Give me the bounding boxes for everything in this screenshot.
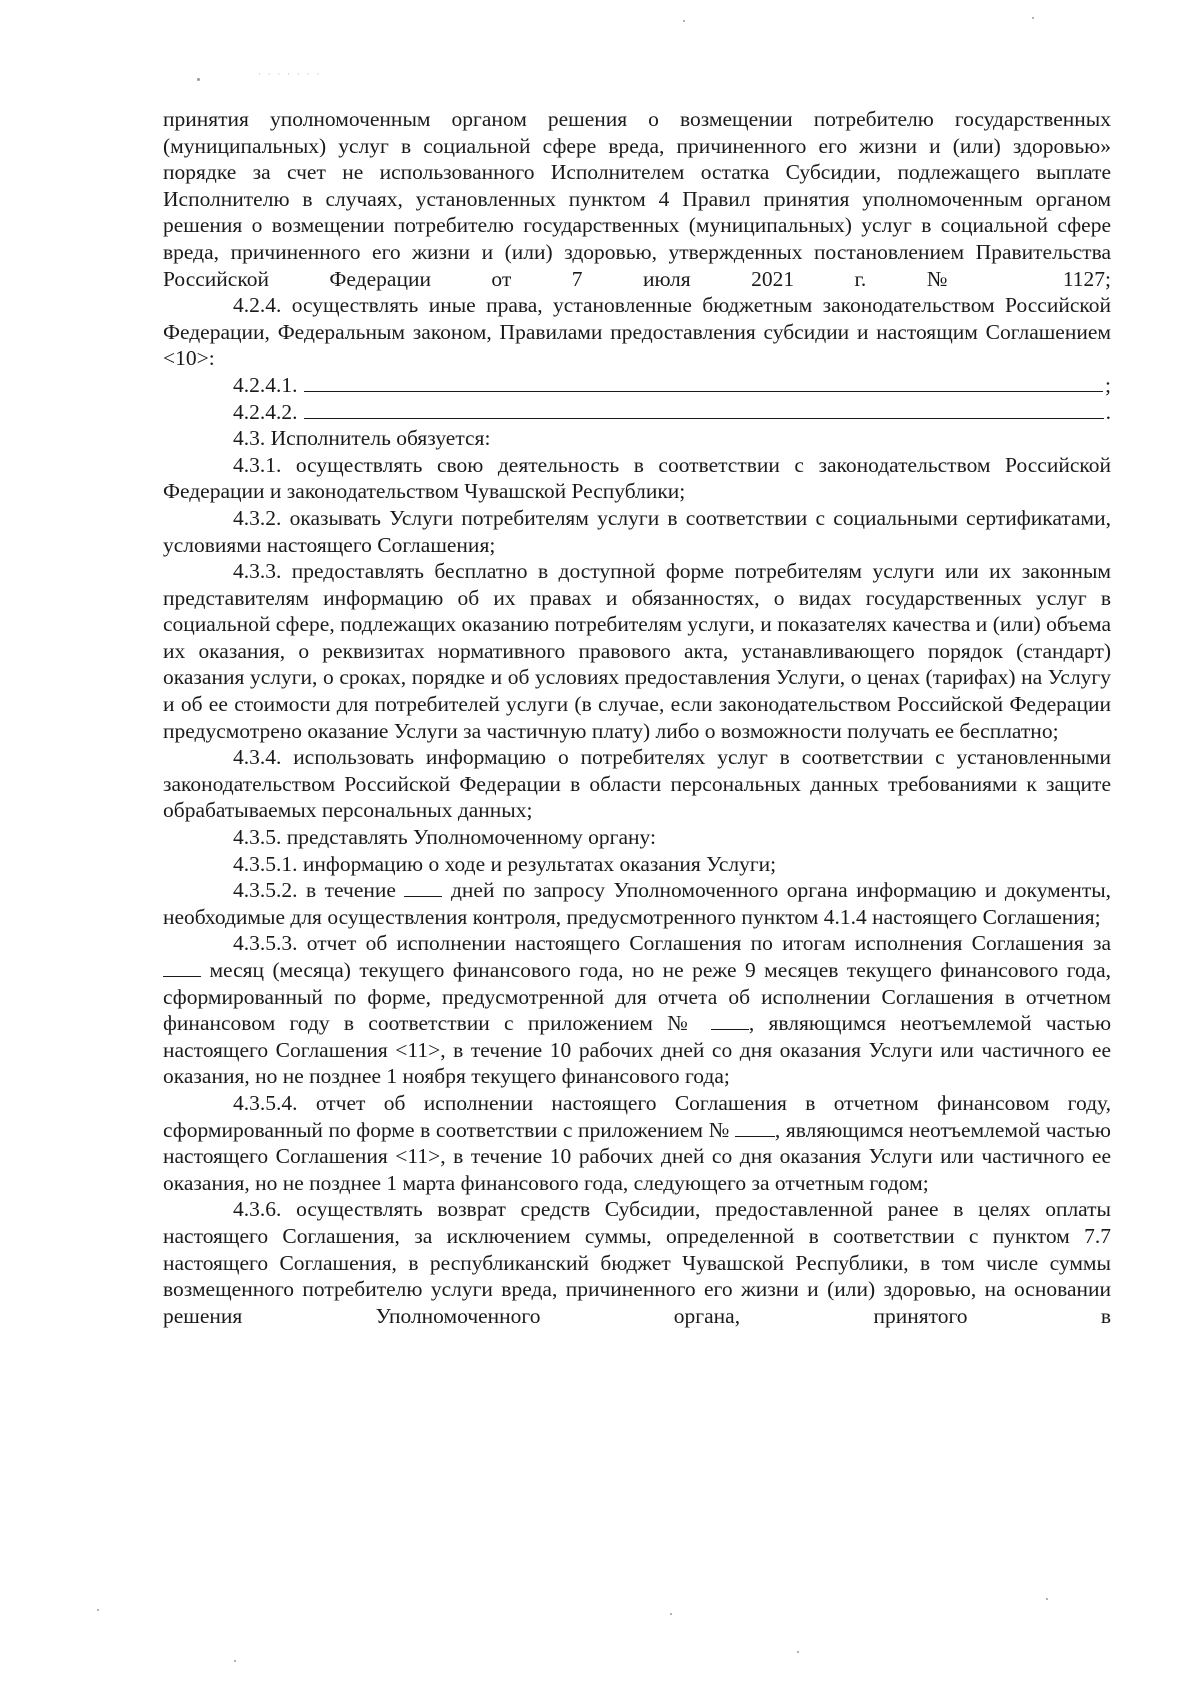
- paragraph-text: 4.3.5.3. отчет об исполнении настоящего Соглашения по итогам исполнения Соглашения за: [233, 931, 1111, 956]
- blank-fill-line: [304, 400, 1104, 419]
- paragraph-4-3-6: 4.3.6. осуществлять возврат средств Субсидии, предоставленной ранее в целях оплаты настоящего Соглашения, за исключением суммы, определенной в соответствии с пунктом 7.7 настоящего Соглашения, в республиканский бюджет Чувашской Республики, в том числе суммы возмещенного потребителю услуги вреда, причиненного его жизни и (или) здоровью, на основании решения Уполномоченного органа, принятого в: [163, 1197, 1111, 1328]
- blank-item-end: .: [1105, 399, 1111, 424]
- paragraph-4-2-4: 4.2.4. осуществлять иные права, установленные бюджетным законодательством Российской Федерации, Федеральным законом, Правилами предоставления субсидии и настоящим Соглашением <10>:: [163, 293, 1111, 371]
- blank-days: [404, 880, 442, 897]
- scan-speck: [797, 1651, 799, 1653]
- scan-speck: [1032, 17, 1034, 19]
- paragraph-4-3-2: 4.3.2. оказывать Услуги потребителям услуги в соответствии с социальными сертификатами, условиями настоящего Соглашения;: [163, 505, 1111, 557]
- paragraph-4-3-5-2: [163, 877, 1111, 930]
- paragraph-4-3: 4.3. Исполнитель обязуется:: [233, 426, 491, 451]
- paragraph-text: 4.3.5.2. в течение: [233, 878, 396, 903]
- paragraph-text: 4.3.5.4. отчет об исполнении настоящего Соглашения в отчетном финансовом году, сформированный по форме в соответствии с приложением №: [163, 1090, 1111, 1142]
- blank-item-label: 4.2.4.1.: [233, 372, 298, 397]
- paragraph-4-3-3: 4.3.3. предоставлять бесплатно в доступной форме потребителям услуги или их законным представителям информацию об их правах и обязанностях, о видах государственных услуг в социальной сфере, подлежащих оказанию потребителям услуги, и показателях качества и (или) объема их оказания, о реквизитах нормативного правового акта, устанавливающего порядок (стандарт) оказания услуги, о сроках, порядке и об условиях предоставления Услуги, о ценах (тарифах) на Услугу и об ее стоимости для потребителей услуги (в случае, если законодательством Российской Федерации предусмотрено оказание Услуги за частичную плату) либо о возможности получать ее бесплатно;: [163, 559, 1111, 743]
- blank-item-4-2-4-2: [163, 399, 1111, 426]
- scan-speck: [234, 1660, 236, 1662]
- scan-speck: [670, 1613, 672, 1615]
- paragraph-4-3-5-1: 4.3.5.1. информацию о ходе и результатах оказания Услуги;: [233, 851, 777, 876]
- paragraph-4-3-5-3: [163, 930, 1111, 1090]
- blank-appendix-number: [711, 1013, 749, 1030]
- paragraph-4-3-5: 4.3.5. представлять Уполномоченному органу:: [233, 825, 656, 850]
- blank-item-end: ;: [1105, 372, 1111, 397]
- scan-speck: [1046, 1598, 1048, 1600]
- paragraph-4-3-4: 4.3.4. использовать информацию о потребителях услуг в соответствии с установленными законодательством Российской Федерации в области персональных данных требованиями к защите обрабатываемых персональных данных;: [163, 745, 1111, 823]
- paragraph-text: дней по запросу Уполномоченного органа информацию и документы, необходимые для осуществления контроля, предусмотренного пунктом 4.1.4 настоящего Соглашения;: [163, 878, 1112, 929]
- paragraph-4-3-1: 4.3.1. осуществлять свою деятельность в соответствии с законодательством Российской Федерации и законодательством Чувашской Республики;: [163, 452, 1111, 504]
- blank-item-label: 4.2.4.2.: [233, 399, 298, 424]
- paragraph-text: , являющимся неотъемлемой частью настоящего Соглашения <11>, в течение 10 рабочих дней со дня оказания Услуги или частичного ее оказания, но не позднее 1 марта финансового года, следующего за отчетным годом;: [163, 1117, 1111, 1195]
- scan-speck: [97, 1609, 99, 1611]
- scan-speck: [197, 78, 200, 81]
- blank-fill-line: [304, 373, 1104, 392]
- paragraph-4-3-5-4: [163, 1090, 1111, 1196]
- paragraph-text: , являющимся неотъемлемой частью настоящего Соглашения <11>, в течение 10 рабочих дней со дня оказания Услуги или частичного ее оказания, но не позднее 1 ноября текущего финансового года;: [163, 1011, 1112, 1089]
- blank-month: [163, 960, 201, 977]
- scan-speck: [683, 20, 685, 22]
- paragraph-continuation: принятия уполномоченным органом решения о возмещении потребителю государственных (муниципальных) услуг в социальной сфере вреда, причиненного его жизни и (или) здоровью» порядке за счет не использованного Исполнителем остатка Субсидии, подлежащего выплате Исполнителю в случаях, установленных пунктом 4 Правил принятия уполномоченным органом решения о возмещении потребителю государственных (муниципальных) услуг в социальной сфере вреда, причиненного его жизни и (или) здоровью, утвержденных постановлением Правительства Российской Федерации от 7 июля 2021 г. № 1127;: [163, 107, 1111, 291]
- blank-appendix-number: [735, 1120, 775, 1137]
- paragraph-text: месяц (месяца) текущего финансового года, но не реже 9 месяцев текущего финансового года, сформированный по форме, предусмотренной для отчета об исполнении Соглашения в отчетном финансовом году в соответствии с приложением №: [163, 958, 1112, 1036]
- scan-artifact: · · · · · · ·: [258, 70, 322, 80]
- blank-item-4-2-4-1: [163, 372, 1111, 399]
